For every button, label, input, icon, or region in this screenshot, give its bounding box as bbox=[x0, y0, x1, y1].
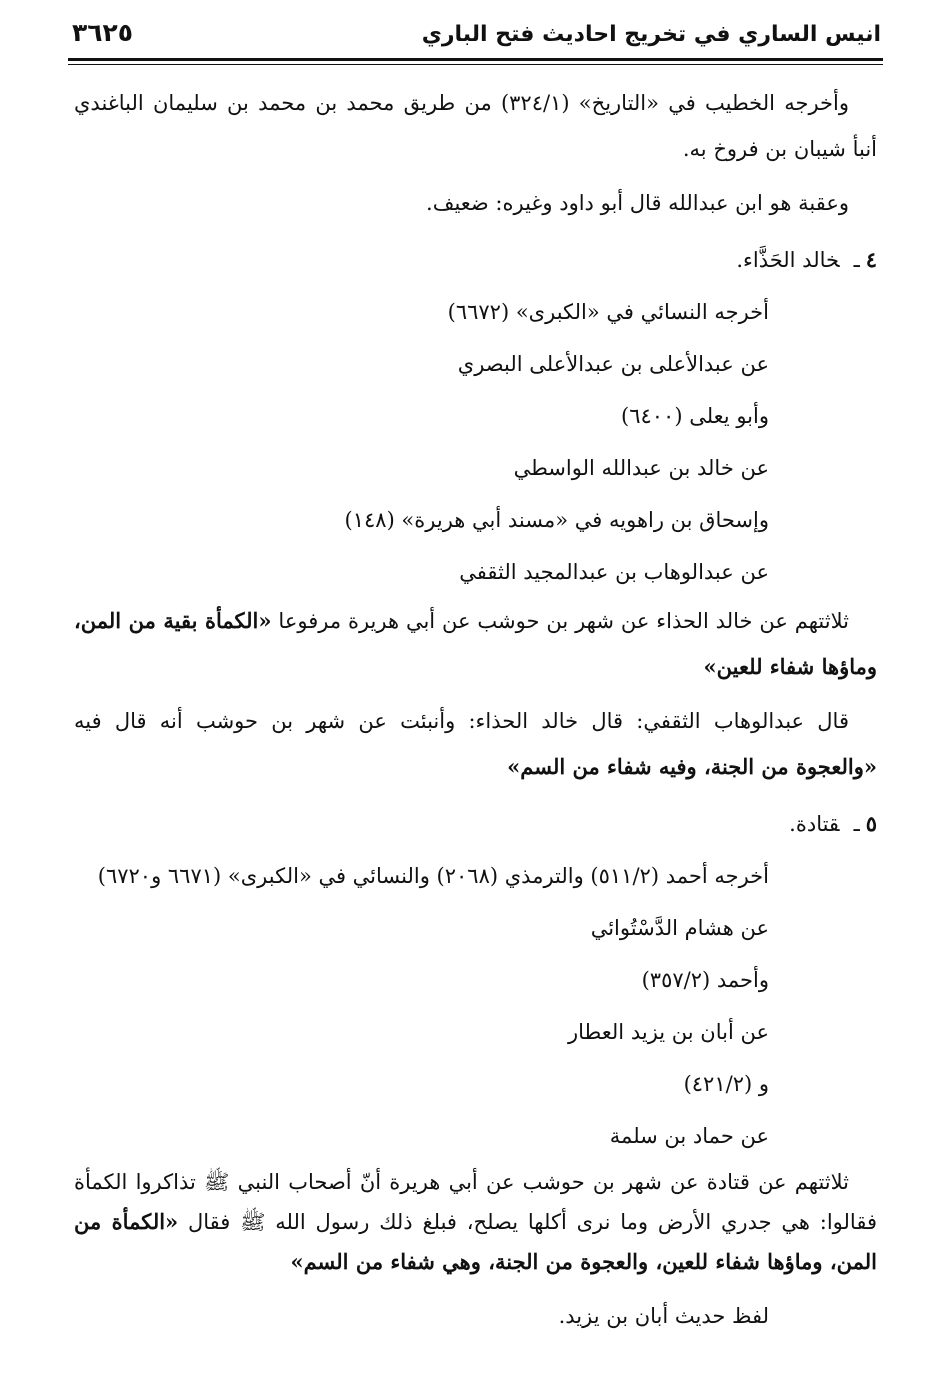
section-4-number: ٤ bbox=[865, 247, 877, 272]
section-4-paragraph-1-text: ثلاثتهم عن خالد الحذاء عن شهر بن حوشب عن أبي هريرة مرفوعا bbox=[278, 609, 849, 633]
section-4-paragraph-1 bbox=[74, 598, 877, 690]
section-4-paragraph-2 bbox=[74, 698, 877, 790]
section-5-dash: ـ bbox=[853, 812, 860, 836]
section-4-paragraph-2-hadith: «والعجوة من الجنة، وفيه شفاء من السم» bbox=[507, 754, 877, 779]
section-5-paragraph-1-text: ثلاثتهم عن قتادة عن شهر بن حوشب عن أبي هريرة أنّ أصحاب النبي ﷺ تذاكروا الكمأة فقالوا: هي جدري الأرض وما نرى أكلها يصلح، فبلغ ذلك رسول الله ﷺ فقال bbox=[74, 1170, 877, 1234]
paragraph-khatib: وأخرجه الخطيب في «التاريخ» (٣٢٤/١) من طريق محمد بن محمد بن سليمان الباغندي أنبأ شيبان بن فروخ به. bbox=[74, 91, 877, 161]
page-body bbox=[74, 80, 877, 1342]
section-4-line-5: وإسحاق بن راهويه في «مسند أبي هريرة» (١٤٨) bbox=[344, 508, 769, 532]
header-rule-thick bbox=[68, 58, 883, 61]
page-number: ٣٦٢٥ bbox=[72, 18, 134, 47]
section-4-line-2: عن عبدالأعلى بن عبدالأعلى البصري bbox=[457, 352, 769, 376]
section-5-paragraph-2: لفظ حديث أبان بن يزيد. bbox=[558, 1304, 769, 1328]
section-5-line-5: و (٤٢١/٢) bbox=[683, 1072, 769, 1096]
section-5-line-4: عن أبان بن يزيد العطار bbox=[568, 1020, 769, 1044]
section-4-heading bbox=[74, 234, 877, 286]
section-5-line-1: أخرجه أحمد (٥١١/٢) والترمذي (٢٠٦٨) والنسائي في «الكبرى» (٦٦٧١ و٦٧٢٠) bbox=[97, 864, 769, 888]
section-4-line-4: عن خالد بن عبدالله الواسطي bbox=[513, 456, 769, 480]
section-5-title: قتادة. bbox=[789, 812, 840, 836]
section-4-line-1: أخرجه النسائي في «الكبرى» (٦٦٧٢) bbox=[447, 300, 769, 324]
section-4-paragraph-2-text: قال عبدالوهاب الثقفي: قال خالد الحذاء: وأنبئت عن شهر بن حوشب أنه قال فيه bbox=[74, 709, 849, 733]
section-5-heading bbox=[74, 798, 877, 850]
paragraph-uqba: وعقبة هو ابن عبدالله قال أبو داود وغيره: ضعيف. bbox=[426, 191, 849, 215]
section-5-paragraph-1-hadith: «الكمأة من المن، وماؤها شفاء للعين، والعجوة من الجنة، وهي شفاء من السم» bbox=[74, 1209, 877, 1274]
running-header-title: انيس الساري في تخريج احاديث فتح الباري bbox=[421, 22, 881, 47]
section-5-number: ٥ bbox=[865, 811, 877, 836]
section-5-line-3: وأحمد (٣٥٧/٢) bbox=[641, 968, 769, 992]
section-4-line-3: وأبو يعلى (٦٤٠٠) bbox=[621, 404, 769, 428]
section-5-line-6: عن حماد بن سلمة bbox=[609, 1124, 769, 1148]
section-4-dash: ـ bbox=[853, 248, 860, 272]
section-4-line-6: عن عبدالوهاب بن عبدالمجيد الثقفي bbox=[459, 560, 769, 584]
section-4-paragraph-1-hadith: «الكمأة بقية من المن، وماؤها شفاء للعين» bbox=[74, 608, 877, 679]
section-5-line-2: عن هشام الدَّسْتُوائي bbox=[590, 916, 769, 940]
section-5-paragraph-1 bbox=[74, 1162, 877, 1282]
header-rule-thin bbox=[68, 64, 883, 65]
section-4-title: خالد الحَذَّاء. bbox=[736, 248, 840, 272]
